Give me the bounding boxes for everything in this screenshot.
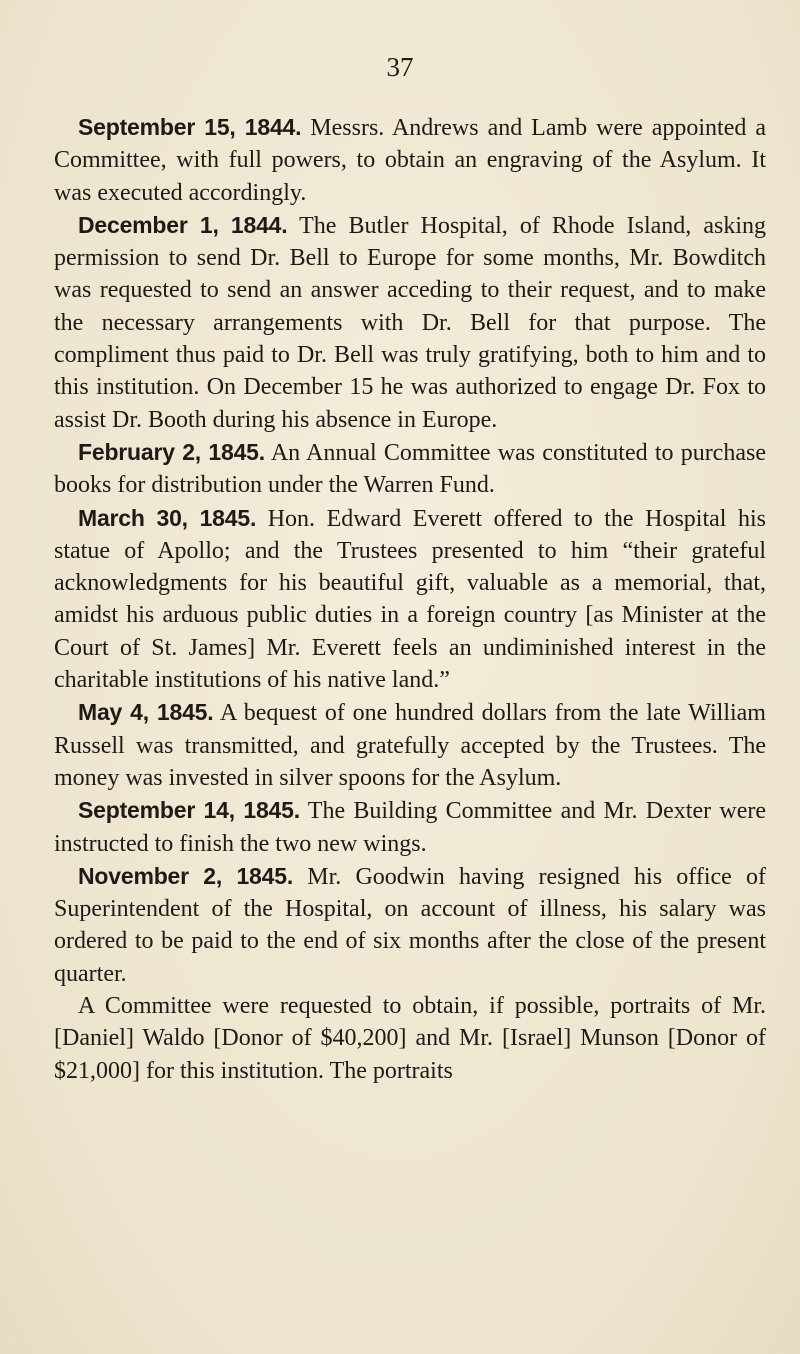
entry-may-1845	[54, 696, 766, 794]
entry-portraits	[54, 990, 766, 1087]
entry-date: September 15, 1844.	[78, 114, 302, 140]
entry-text: Mr. Goodwin having resigned his office of Superintendent of the Hospital, on account of illness, his salary was ordered to be paid to the end of six months after the close of the present quarter.	[54, 863, 766, 987]
entry-november-1845	[54, 860, 766, 990]
entry-date: September 14, 1845.	[78, 797, 300, 824]
entry-text: A Committee were requested to obtain, if possible, portraits of Mr. [Daniel] Waldo [Donor of $40,200] and Mr. [Israel] Munson [Donor of $21,000] for this institution. The portraits	[54, 993, 766, 1084]
entry-date: March 30, 1845.	[78, 504, 257, 531]
page-number: 37	[386, 52, 414, 82]
entry-date: May 4, 1845.	[78, 699, 214, 726]
entry-date: November 2, 1845.	[78, 862, 294, 889]
entry-date: February 2, 1845.	[78, 438, 265, 465]
entry-march-1845	[54, 502, 766, 697]
entry-text: A bequest of one hundred dollars from the late William Russell was transmitted, and gratefully accepted by the Trustees. The money was invested in silver spoons for the Asylum.	[54, 700, 766, 791]
entry-text: The Building Committee and Mr. Dexter were instructed to finish the two new wings.	[54, 798, 766, 857]
entry-september-1845	[54, 794, 766, 860]
entry-december-1844	[54, 209, 766, 436]
entry-text: Hon. Edward Everett offered to the Hospital his statue of Apollo; and the Trustees presented to him “their grateful acknowledgments for his beautiful gift, valuable as a memorial, that, amidst his arduous public duties in a foreign country [as Minister at the Court of St. James] Mr. Everett feels an undiminished interest in the charitable institutions of his native land.”	[54, 505, 767, 694]
entry-text: The Butler Hospital, of Rhode Island, asking permission to send Dr. Bell to Europe for some months, Mr. Bowditch was requested to send an answer acceding to their request, and to make the necessary arrangements with Dr. Bell for that purpose. The compliment thus paid to Dr. Bell was truly gratifying, both to him and to this institution. On December 15 he was authorized to engage Dr. Fox to assist Dr. Booth during his absence in Europe.	[54, 212, 766, 433]
entry-february-1845	[54, 436, 766, 502]
entry-text: Messrs. Andrews and Lamb were appointed a Committee, with full powers, to obtain an engraving of the Asylum. It was executed accordingly.	[54, 115, 766, 206]
body-text	[54, 111, 766, 1087]
entry-text: An Annual Committee was constituted to purchase books for distribution under the Warren Fund.	[54, 439, 766, 499]
entry-date: December 1, 1844.	[78, 211, 288, 238]
entry-september-1844	[54, 111, 766, 209]
